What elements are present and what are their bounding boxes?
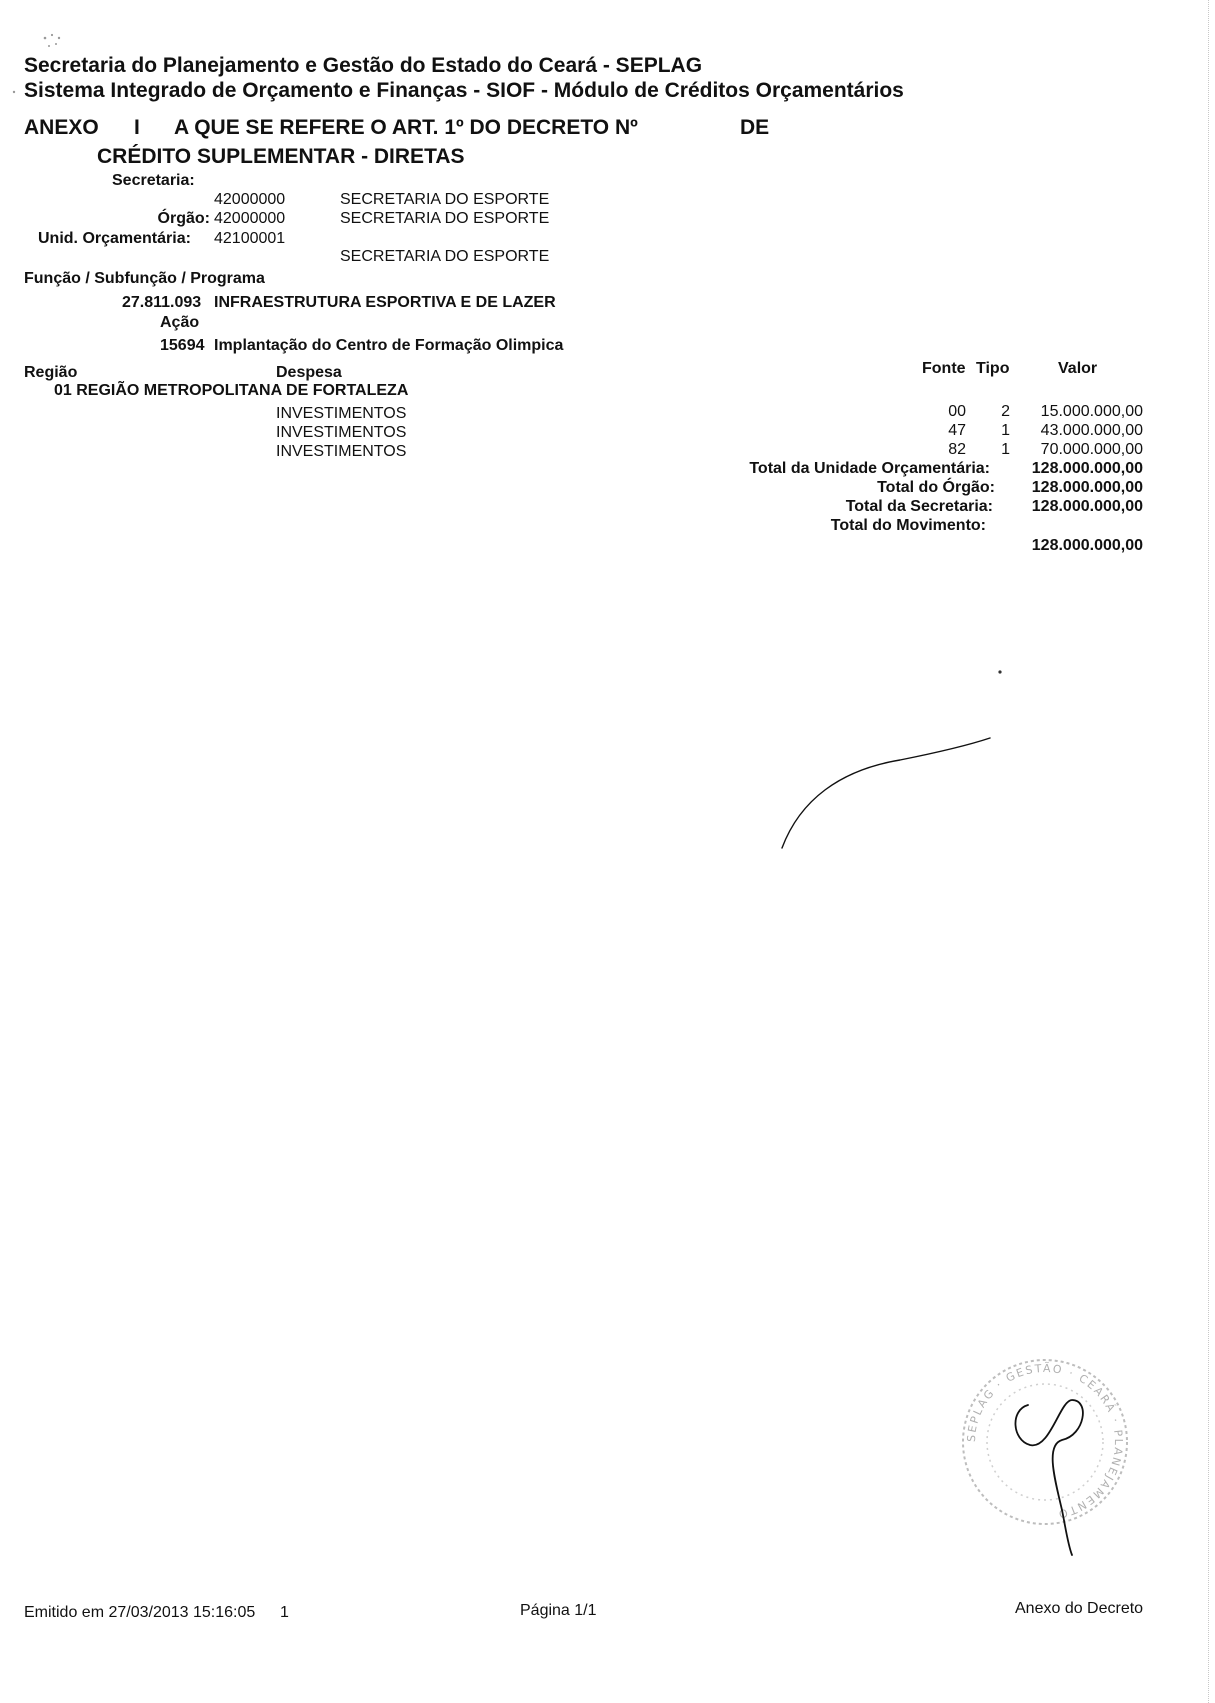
footer-doc: Anexo do Decreto (1015, 1600, 1144, 1617)
total-movimento-value: 128.000.000,00 (1031, 537, 1143, 554)
col-header-valor: Valor (1058, 360, 1098, 377)
program-name: INFRAESTRUTURA ESPORTIVA E DE LAZER (214, 294, 556, 311)
uo-name: SECRETARIA DO ESPORTE (340, 248, 550, 265)
acao-label: Ação (160, 314, 200, 331)
program-code: 27.811.093 (122, 294, 202, 311)
annex-text: A QUE SE REFERE O ART. 1º DO DECRETO Nº (174, 116, 638, 139)
total-secretaria-label: Total da Secretaria: (845, 498, 993, 515)
row-valor: 15.000.000,00 (1040, 403, 1143, 420)
program-label: Função / Subfunção / Programa (24, 270, 265, 287)
col-header-regiao: Região (24, 364, 78, 381)
page-edge-line (1207, 0, 1209, 1703)
annex-de: DE (740, 116, 770, 139)
row-tipo: 1 (1001, 422, 1010, 439)
header-line-1: Secretaria do Planejamento e Gestão do Estado do Ceará - SEPLAG (24, 54, 703, 77)
stamp-text: SEPLAG · GESTÃO · CEARÁ · PLANEJAMENTO (964, 1361, 1126, 1522)
annex-number: I (134, 116, 140, 139)
total-orgao-value: 128.000.000,00 (1031, 479, 1143, 496)
row-despesa: INVESTIMENTOS (276, 424, 407, 441)
row-valor: 43.000.000,00 (1040, 422, 1143, 439)
uo-label: Unid. Orçamentária: (38, 230, 191, 247)
footer-issued-suffix: 1 (280, 1604, 289, 1621)
secretaria-label: Secretaria: (112, 172, 195, 189)
orgao-label: Órgão: (157, 210, 210, 227)
total-orgao-label: Total do Órgão: (877, 479, 995, 496)
secretaria-code: 42000000 (214, 191, 286, 208)
footer-issued: Emitido em 27/03/2013 15:16:05 (24, 1604, 256, 1621)
row-fonte: 47 (948, 422, 966, 439)
row-fonte: 82 (948, 441, 966, 458)
orgao-name: SECRETARIA DO ESPORTE (340, 210, 550, 227)
row-tipo: 2 (1001, 403, 1010, 420)
header-line-2: Sistema Integrado de Orçamento e Finanças - SIOF - Módulo de Créditos Orçamentários (24, 79, 904, 102)
col-header-tipo: Tipo (976, 360, 1010, 377)
secretaria-name: SECRETARIA DO ESPORTE (340, 191, 550, 208)
rubric-signature (1015, 1400, 1082, 1555)
acao-name: Implantação do Centro de Formação Olimpica (214, 337, 564, 354)
acao-code: 15694 (160, 337, 205, 354)
col-header-fonte: Fonte (922, 360, 966, 377)
total-uo-label: Total da Unidade Orçamentária: (749, 460, 990, 477)
total-secretaria-value: 128.000.000,00 (1031, 498, 1143, 515)
svg-text:SEPLAG · GESTÃO · CEARÁ · PLAN (965, 1362, 1125, 1521)
total-uo-value: 128.000.000,00 (1031, 460, 1143, 477)
total-movimento-label: Total do Movimento: (830, 517, 986, 534)
uo-code: 42100001 (214, 230, 286, 247)
orgao-code: 42000000 (214, 210, 286, 227)
signature-stroke (782, 738, 990, 848)
row-fonte: 00 (948, 403, 966, 420)
col-header-despesa: Despesa (276, 364, 342, 381)
row-tipo: 1 (1001, 441, 1010, 458)
row-despesa: INVESTIMENTOS (276, 405, 407, 422)
header-speck-marks (13, 34, 1002, 674)
annex-subtitle: CRÉDITO SUPLEMENTAR - DIRETAS (97, 145, 465, 168)
row-despesa: INVESTIMENTOS (276, 443, 407, 460)
region-name: 01 REGIÃO METROPOLITANA DE FORTALEZA (54, 382, 409, 399)
official-stamp (963, 1360, 1127, 1524)
row-valor: 70.000.000,00 (1040, 441, 1143, 458)
footer-page: Página 1/1 (520, 1602, 597, 1619)
annex-word: ANEXO (24, 116, 99, 139)
